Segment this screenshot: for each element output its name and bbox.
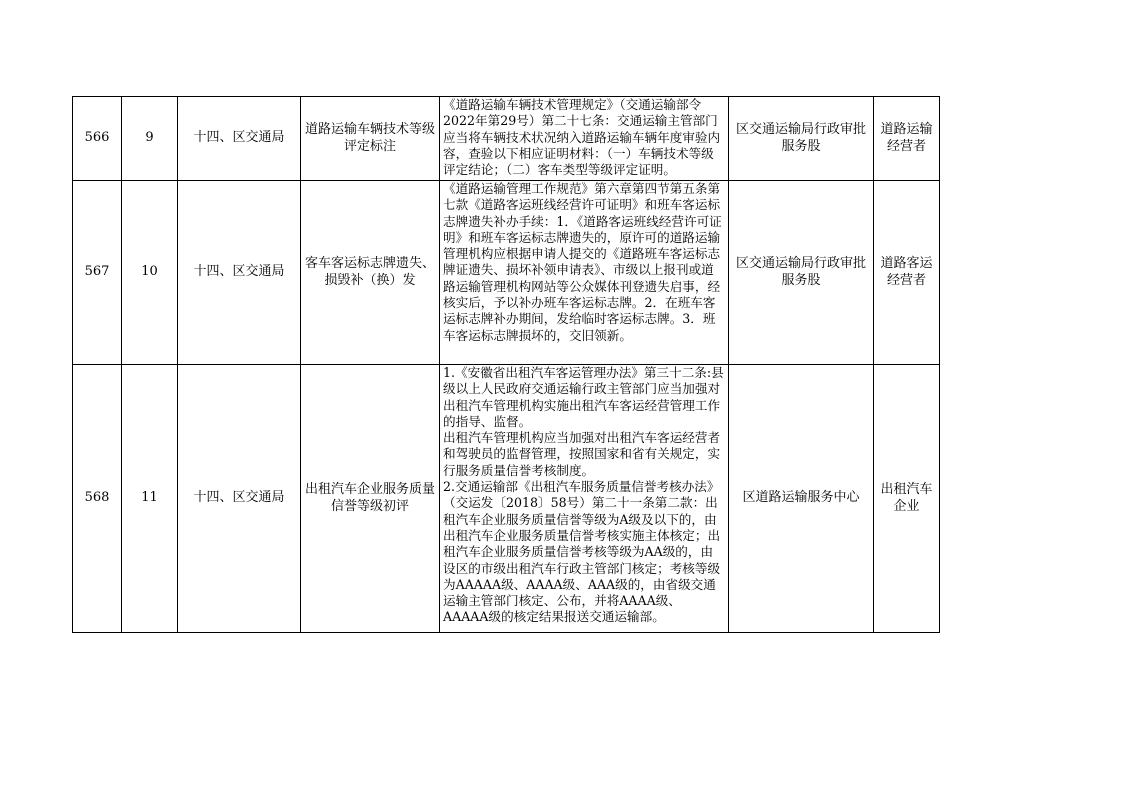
handling-unit-cell: 区交通运输局行政审批服务股 [729,181,874,365]
service-items-table [72,96,940,633]
sub-seq-cell: 10 [122,181,178,365]
seq-cell: 566 [73,97,122,181]
item-name-cell: 客车客运标志牌遗失、损毁补（换）发 [301,181,440,365]
sub-seq-cell: 11 [122,365,178,633]
handling-unit-cell: 区交通运输局行政审批服务股 [729,97,874,181]
legal-basis-cell: 《道路运输管理工作规范》第六章第四节第五条第七款《道路客运班线经营许可证明》和班车客运标志牌遗失补办手续：1．《道路客运班线经营许可证明》和班车客运标志牌遗失的，原许可的道路运输管理机构应根据申请人提交的《道路班车客运标志牌证遗失、损坏补领申请表》、市级以上报刊或道路运输管理机构网站等公众媒体刊登遗失启事，经核实后，予以补办班车客运标志牌。2．在班车客运标志牌补办期间，发给临时客运标志牌。3．班车客运标志牌损坏的，交旧领新。 [440,181,729,365]
department-cell: 十四、区交通局 [178,181,301,365]
service-object-cell: 出租汽车企业 [874,365,940,633]
legal-basis-cell: 《道路运输车辆技术管理规定》（交通运输部令2022年第29号）第二十七条：交通运输主管部门应当将车辆技术状况纳入道路运输车辆年度审验内容，查验以下相应证明材料：（一）车辆技术等级评定结论；（二）客车类型等级评定证明。 [440,97,729,181]
seq-cell: 568 [73,365,122,633]
service-object-cell: 道路客运经营者 [874,181,940,365]
seq-cell: 567 [73,181,122,365]
table-row [73,365,940,633]
legal-basis-cell: 1.《安徽省出租汽车客运管理办法》第三十二条:县级以上人民政府交通运输行政主管部门应当加强对出租汽车管理机构实施出租汽车客运经营管理工作的指导、监督。 出租汽车管理机构应当加强对出租汽车客运经营者和驾驶员的监督管理，按照国家和省有关规定，实行服务质量信誉考核制度。 2.交通运输部《出租汽车服务质量信誉考核办法》（交运发〔2018〕58号）第二十一条第二款：出租汽车企业服务质量信誉等级为A级及以下的，由出租汽车企业服务质量信誉考核实施主体核定；出租汽车企业服务质量信誉考核等级为AA级的，由设区的市级出租汽车行政主管部门核定；考核等级为AAAAA级、AAAA级、AAA级的，由省级交通运输主管部门核定、公布，并将AAAA级、AAAAA级的核定结果报送交通运输部。 [440,365,729,633]
service-object-cell: 道路运输经营者 [874,97,940,181]
handling-unit-cell: 区道路运输服务中心 [729,365,874,633]
department-cell: 十四、区交通局 [178,97,301,181]
table-row [73,97,940,181]
item-name-cell: 道路运输车辆技术等级评定标注 [301,97,440,181]
item-name-cell: 出租汽车企业服务质量信誉等级初评 [301,365,440,633]
sub-seq-cell: 9 [122,97,178,181]
department-cell: 十四、区交通局 [178,365,301,633]
table-row [73,181,940,365]
